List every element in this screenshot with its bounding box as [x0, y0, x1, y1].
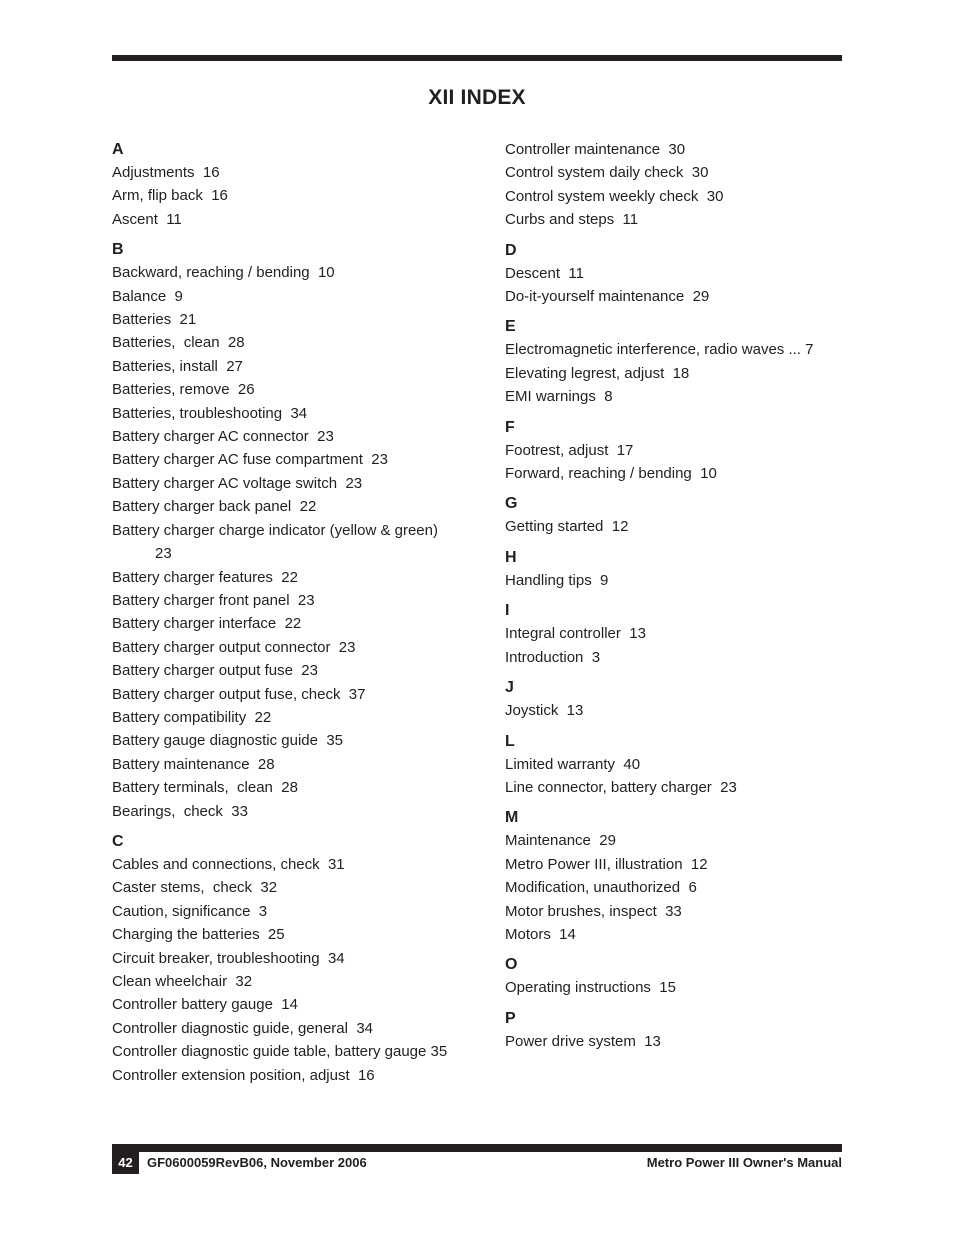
- index-entry: Controller extension position, adjust 16: [112, 1066, 375, 1084]
- page-footer: [112, 1152, 842, 1174]
- index-entry: Battery charger features 22: [112, 568, 298, 586]
- index-entry: Battery maintenance 28: [112, 755, 275, 773]
- index-column-left: [112, 138, 452, 1087]
- index-entry: Bearings, check 33: [112, 802, 248, 820]
- index-entry: Charging the batteries 25: [112, 926, 285, 944]
- index-letter-p: P: [505, 1009, 516, 1027]
- header-rule: [112, 55, 842, 61]
- index-entry: Limited warranty 40: [505, 755, 641, 773]
- index-column-right: [505, 138, 845, 1053]
- index-entry: Battery charger front panel 23: [112, 591, 315, 609]
- index-entry: Balance 9: [112, 287, 183, 305]
- index-entry: Controller maintenance 30: [505, 141, 686, 158]
- index-entry: Descent 11: [505, 264, 584, 282]
- index-letter-j: J: [505, 679, 514, 697]
- index-entry: Controller diagnostic guide table, battery gauge 35: [112, 1043, 448, 1061]
- index-entry: Circuit breaker, troubleshooting 34: [112, 949, 345, 967]
- footer-rule: [112, 1144, 842, 1152]
- index-entry: Battery charger AC connector 23: [112, 428, 334, 446]
- index-entry: Handling tips 9: [505, 571, 609, 589]
- index-letter-e: E: [505, 318, 516, 336]
- index-letter-i: I: [505, 602, 510, 620]
- index-entry: Adjustments 16: [112, 164, 220, 181]
- document-id: GF0600059RevB06, November 2006: [147, 1155, 367, 1170]
- index-entry: Elevating legrest, adjust 18: [505, 364, 690, 382]
- index-letter-c: C: [112, 832, 124, 850]
- index-entry: Batteries, remove 26: [112, 381, 255, 399]
- index-entry: Joystick 13: [505, 702, 584, 720]
- index-entry: Electromagnetic interference, radio waves ... 7: [505, 341, 814, 359]
- index-entry: Battery charger AC fuse compartment 23: [112, 451, 388, 469]
- index-entry: Maintenance 29: [505, 832, 616, 850]
- index-letter-d: D: [505, 241, 517, 259]
- index-entry: Battery terminals, clean 28: [112, 779, 298, 797]
- index-entry: Curbs and steps 11: [505, 211, 639, 229]
- index-entry: Motor brushes, inspect 33: [505, 902, 682, 920]
- page-number: 42: [112, 1152, 139, 1174]
- index-entry: Getting started 12: [505, 518, 629, 536]
- index-entry: Controller diagnostic guide, general 34: [112, 1019, 373, 1037]
- index-letter-a: A: [112, 141, 124, 158]
- index-entry: Battery charger output connector 23: [112, 638, 356, 656]
- index-entry: EMI warnings 8: [505, 388, 613, 406]
- index-entry: Ascent 11: [112, 210, 182, 228]
- index-entry: Control system weekly check 30: [505, 187, 724, 205]
- index-letter-o: O: [505, 956, 518, 974]
- index-entry: Battery gauge diagnostic guide 35: [112, 732, 343, 750]
- index-entry: Line connector, battery charger 23: [505, 778, 737, 796]
- index-entry: Backward, reaching / bending 10: [112, 264, 335, 282]
- index-entry: Control system daily check 30: [505, 164, 709, 182]
- index-entry: Footrest, adjust 17: [505, 441, 634, 459]
- index-letter-m: M: [505, 809, 519, 827]
- index-entry: Motors 14: [505, 925, 576, 943]
- index-letter-l: L: [505, 732, 515, 750]
- index-entry: Caution, significance 3: [112, 902, 268, 920]
- index-entry: Power drive system 13: [505, 1032, 661, 1050]
- index-entry: Modification, unauthorized 6: [505, 879, 697, 897]
- index-entry: Controller battery gauge 14: [112, 996, 298, 1014]
- index-letter-g: G: [505, 495, 518, 513]
- index-entry: Battery charger output fuse, check 37: [112, 685, 366, 703]
- index-entry: Battery charger AC voltage switch 23: [112, 474, 363, 492]
- index-entry: Batteries, troubleshooting 34: [112, 404, 308, 422]
- index-entry: Batteries, clean 28: [112, 334, 245, 352]
- index-letter-h: H: [505, 548, 517, 566]
- index-entry: Integral controller 13: [505, 625, 646, 643]
- index-letter-f: F: [505, 418, 515, 436]
- index-entry: Clean wheelchair 32: [112, 973, 253, 990]
- index-entry: Battery compatibility 22: [112, 708, 272, 726]
- index-entry: Batteries, install 27: [112, 357, 243, 375]
- index-entry: Battery charger interface 22: [112, 615, 302, 633]
- index-entry: Caster stems, check 32: [112, 879, 278, 897]
- index-entry: Arm, flip back 16: [112, 187, 228, 205]
- page-title: XII INDEX: [428, 86, 526, 109]
- index-entry: Battery charger charge indicator (yellow & green) 23: [112, 521, 438, 563]
- index-entry: Do-it-yourself maintenance 29: [505, 288, 710, 306]
- index-entry: Battery charger output fuse 23: [112, 662, 318, 680]
- index-entry: Metro Power III, illustration 12: [505, 855, 708, 873]
- index-letter-b: B: [112, 241, 124, 259]
- index-entry: Operating instructions 15: [505, 979, 676, 997]
- index-entry: Introduction 3: [505, 648, 601, 666]
- index-entry: Forward, reaching / bending 10: [505, 465, 717, 483]
- index-entry: Batteries 21: [112, 311, 197, 329]
- index-entry: Cables and connections, check 31: [112, 855, 345, 873]
- index-entry: Battery charger back panel 22: [112, 498, 317, 516]
- manual-title: Metro Power III Owner's Manual: [646, 1155, 842, 1170]
